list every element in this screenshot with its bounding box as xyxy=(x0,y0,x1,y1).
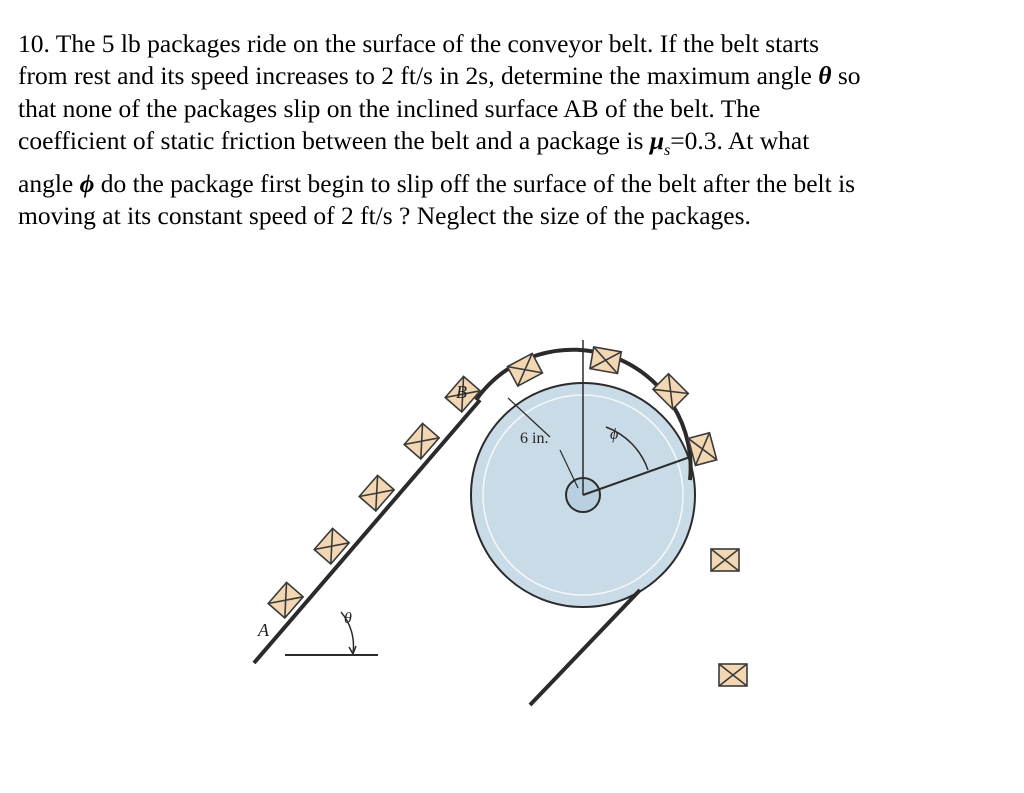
package xyxy=(653,374,688,409)
problem-statement xyxy=(18,28,1008,232)
problem-line-6: moving at its constant speed of 2 ft/s ? Neglect the size of the packages. xyxy=(18,201,751,231)
package xyxy=(590,347,621,374)
problem-line-4-text: coefficient of static friction between the belt and a package is xyxy=(18,126,650,156)
problem-line-5-tail: do the package first begin to slip off the surface of the belt after the belt is xyxy=(94,168,856,198)
package xyxy=(719,664,747,686)
problem-line-5 xyxy=(18,168,1008,200)
phi-symbol: ϕ xyxy=(79,168,95,198)
problem-line-3: that none of the packages slip on the inclined surface AB of the belt. The xyxy=(18,93,761,123)
problem-line-2-text: from rest and its speed increases to 2 ft/s in 2s, determine the maximum angle xyxy=(18,61,819,91)
label-phi: ϕ xyxy=(610,426,619,443)
package xyxy=(507,353,542,386)
package xyxy=(711,549,739,571)
problem-line-2-tail: so xyxy=(831,61,861,91)
mu-subscript: s xyxy=(664,142,671,160)
label-theta: θ xyxy=(344,610,352,627)
mu-symbol: μ xyxy=(649,126,664,156)
problem-line-2 xyxy=(18,60,1008,92)
theta-symbol: θ xyxy=(818,61,832,91)
label-radius: 6 in. xyxy=(520,430,549,447)
label-b: B xyxy=(456,382,467,402)
theta-arrow xyxy=(349,646,356,654)
problem-line-5-text: angle xyxy=(18,168,80,198)
label-a: A xyxy=(258,620,269,640)
problem-line-4 xyxy=(18,125,1008,167)
problem-line-4-tail: =0.3. At what xyxy=(670,126,810,156)
conveyor-drawing xyxy=(220,320,780,720)
incline-belt xyxy=(254,400,480,663)
conveyor-figure xyxy=(220,320,780,720)
problem-line-1: 10. The 5 lb packages ride on the surface of the conveyor belt. If the belt starts xyxy=(18,29,820,58)
